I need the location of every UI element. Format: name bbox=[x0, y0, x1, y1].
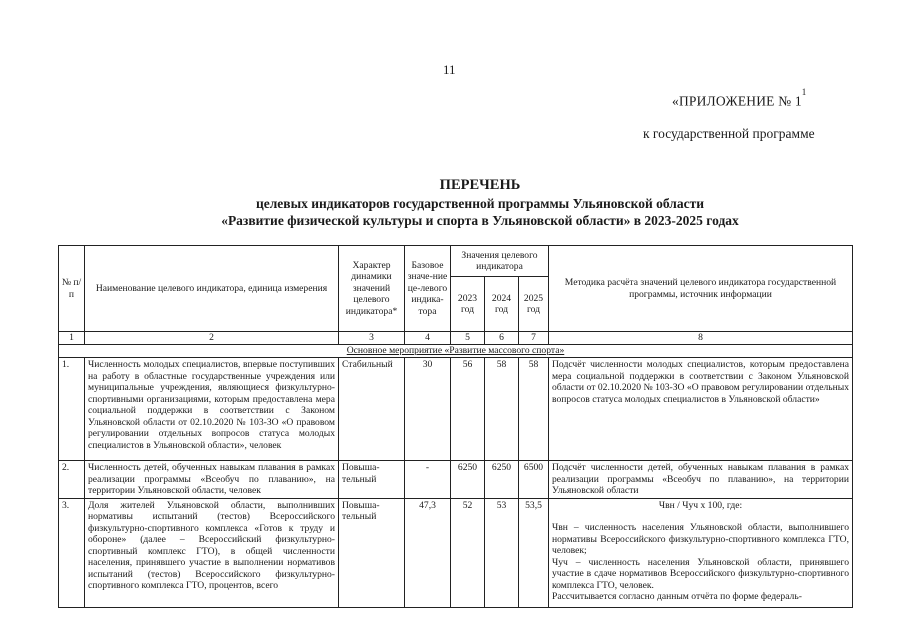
indicator-value-2025: 53,5 bbox=[519, 498, 549, 607]
header-base: Базовое значе-ние це-левого индика-тора bbox=[405, 246, 451, 332]
indicator-base-value: 47,3 bbox=[405, 498, 451, 607]
header-year-2025: 2025 год bbox=[519, 277, 549, 332]
section-row bbox=[59, 345, 853, 358]
indicator-method: Подсчёт численности детей, обученных навыкам плавания в рамках реализации программы «Всеобуч по плаванию», на территории Ульяновской области bbox=[549, 461, 853, 499]
column-number: 8 bbox=[549, 332, 853, 345]
header-dynamics: Характер динамики значений целевого индикатора* bbox=[339, 246, 405, 332]
indicator-value-2024: 6250 bbox=[485, 461, 519, 499]
page-number: 11 bbox=[443, 62, 456, 77]
table-row bbox=[59, 358, 853, 461]
column-number: 4 bbox=[405, 332, 451, 345]
document-heading: ПЕРЕЧЕНЬ bbox=[439, 177, 521, 193]
header-num: № п/п bbox=[59, 246, 85, 332]
indicator-dynamics: Повыша-тельный bbox=[339, 461, 405, 499]
column-number: 5 bbox=[451, 332, 485, 345]
indicator-name: Доля жителей Ульяновской области, выполнивших нормативы испытаний (тестов) Всероссийского физкультурно-спортивного комплекса «Готов к труду и обороне» (далее – Всероссийский физкультурно-спортивный комплекс ГТО), в общей численности населения, принявшего участие в выполнении нормативов испытаний (тестов) Всероссийского физкультурно-спортивного комплекса ГТО, процентов, всего bbox=[85, 498, 339, 607]
indicator-value-2023: 56 bbox=[451, 358, 485, 461]
method-paragraph: Рассчитывается согласно данным отчёта по форме федераль- bbox=[552, 591, 802, 602]
indicator-method: Подсчёт численности молодых специалистов, которым предоставлена мера социальной поддержки в соответствии с Законом Ульяновской области от 02.10.2020 № 103-ЗО «О правовом регулировании отдельных вопросов статуса молодых специалистов в Ульяновской области» bbox=[549, 358, 853, 461]
column-number: 1 bbox=[59, 332, 85, 345]
indicator-value-2024: 53 bbox=[485, 498, 519, 607]
indicator-name: Численность детей, обученных навыкам плавания в рамках реализации программы «Всеобуч по плаванию», на территории Ульяновской области, человек bbox=[85, 461, 339, 499]
indicator-value-2023: 6250 bbox=[451, 461, 485, 499]
indicator-dynamics: Повыша-тельный bbox=[339, 498, 405, 607]
appendix-subtitle: к государственной программе bbox=[643, 126, 815, 141]
document-heading-line2: целевых индикаторов государственной программы Ульяновской области bbox=[255, 196, 705, 211]
row-number: 3. bbox=[59, 498, 85, 607]
row-number: 2. bbox=[59, 461, 85, 499]
column-number-row bbox=[59, 332, 853, 345]
indicator-name: Численность молодых специалистов, впервые поступивших на работу в областные государственные учреждения или муниципальные учреждения, являющиеся физкультурно-спортивными организациями, которым предоставлена мера социальной поддержки в соответствии с Законом Ульяновской области от 02.10.2020 № 103-ЗО «О правовом регулировании отдельных вопросов статуса молодых специалистов в Ульяновской области», человек bbox=[85, 358, 339, 461]
method-paragraph: Чуч – численность населения Ульяновской области, принявшего участие в сдаче нормативов Всероссийского физкультурно-спортивного комплекса ГТО, человек. bbox=[552, 556, 849, 591]
header-method: Методика расчёта значений целевого индикатора государственной программы, источник информации bbox=[549, 246, 853, 332]
row-number: 1. bbox=[59, 358, 85, 461]
header-values-group: Значения целевого индикатора bbox=[451, 246, 549, 277]
column-number: 2 bbox=[85, 332, 339, 345]
indicator-dynamics: Стабильный bbox=[339, 358, 405, 461]
header-name: Наименование целевого индикатора, единица измерения bbox=[85, 246, 339, 332]
table-row bbox=[59, 498, 853, 607]
column-number: 6 bbox=[485, 332, 519, 345]
appendix-title bbox=[672, 87, 807, 110]
column-number: 3 bbox=[339, 332, 405, 345]
method-formula: Чвн / Чуч х 100, где: bbox=[658, 499, 743, 511]
indicators-table bbox=[58, 245, 853, 608]
header-year-2023: 2023 год bbox=[451, 277, 485, 332]
appendix-superscript: 1 bbox=[801, 87, 807, 97]
table-header-row bbox=[59, 246, 853, 277]
indicator-value-2023: 52 bbox=[451, 498, 485, 607]
column-number: 7 bbox=[519, 332, 549, 345]
header-year-2024: 2024 год bbox=[485, 277, 519, 332]
document-heading-line3: «Развитие физической культуры и спорта в Ульяновской области» в 2023-2025 годах bbox=[221, 213, 739, 228]
table-row bbox=[59, 461, 853, 499]
indicator-method bbox=[549, 498, 853, 607]
indicator-value-2024: 58 bbox=[485, 358, 519, 461]
method-paragraph: Чвн – численность населения Ульяновской области, выполнившего нормативы Всероссийского физкультурно-спортивного комплекса ГТО, человек; bbox=[552, 522, 849, 556]
indicator-base-value: - bbox=[405, 461, 451, 499]
appendix-title-text: «ПРИЛОЖЕНИЕ № 1 bbox=[672, 93, 802, 109]
indicator-value-2025: 6500 bbox=[519, 461, 549, 499]
indicator-base-value: 30 bbox=[405, 358, 451, 461]
section-title: Основное мероприятие «Развитие массового спорта» bbox=[59, 345, 853, 358]
indicator-value-2025: 58 bbox=[519, 358, 549, 461]
